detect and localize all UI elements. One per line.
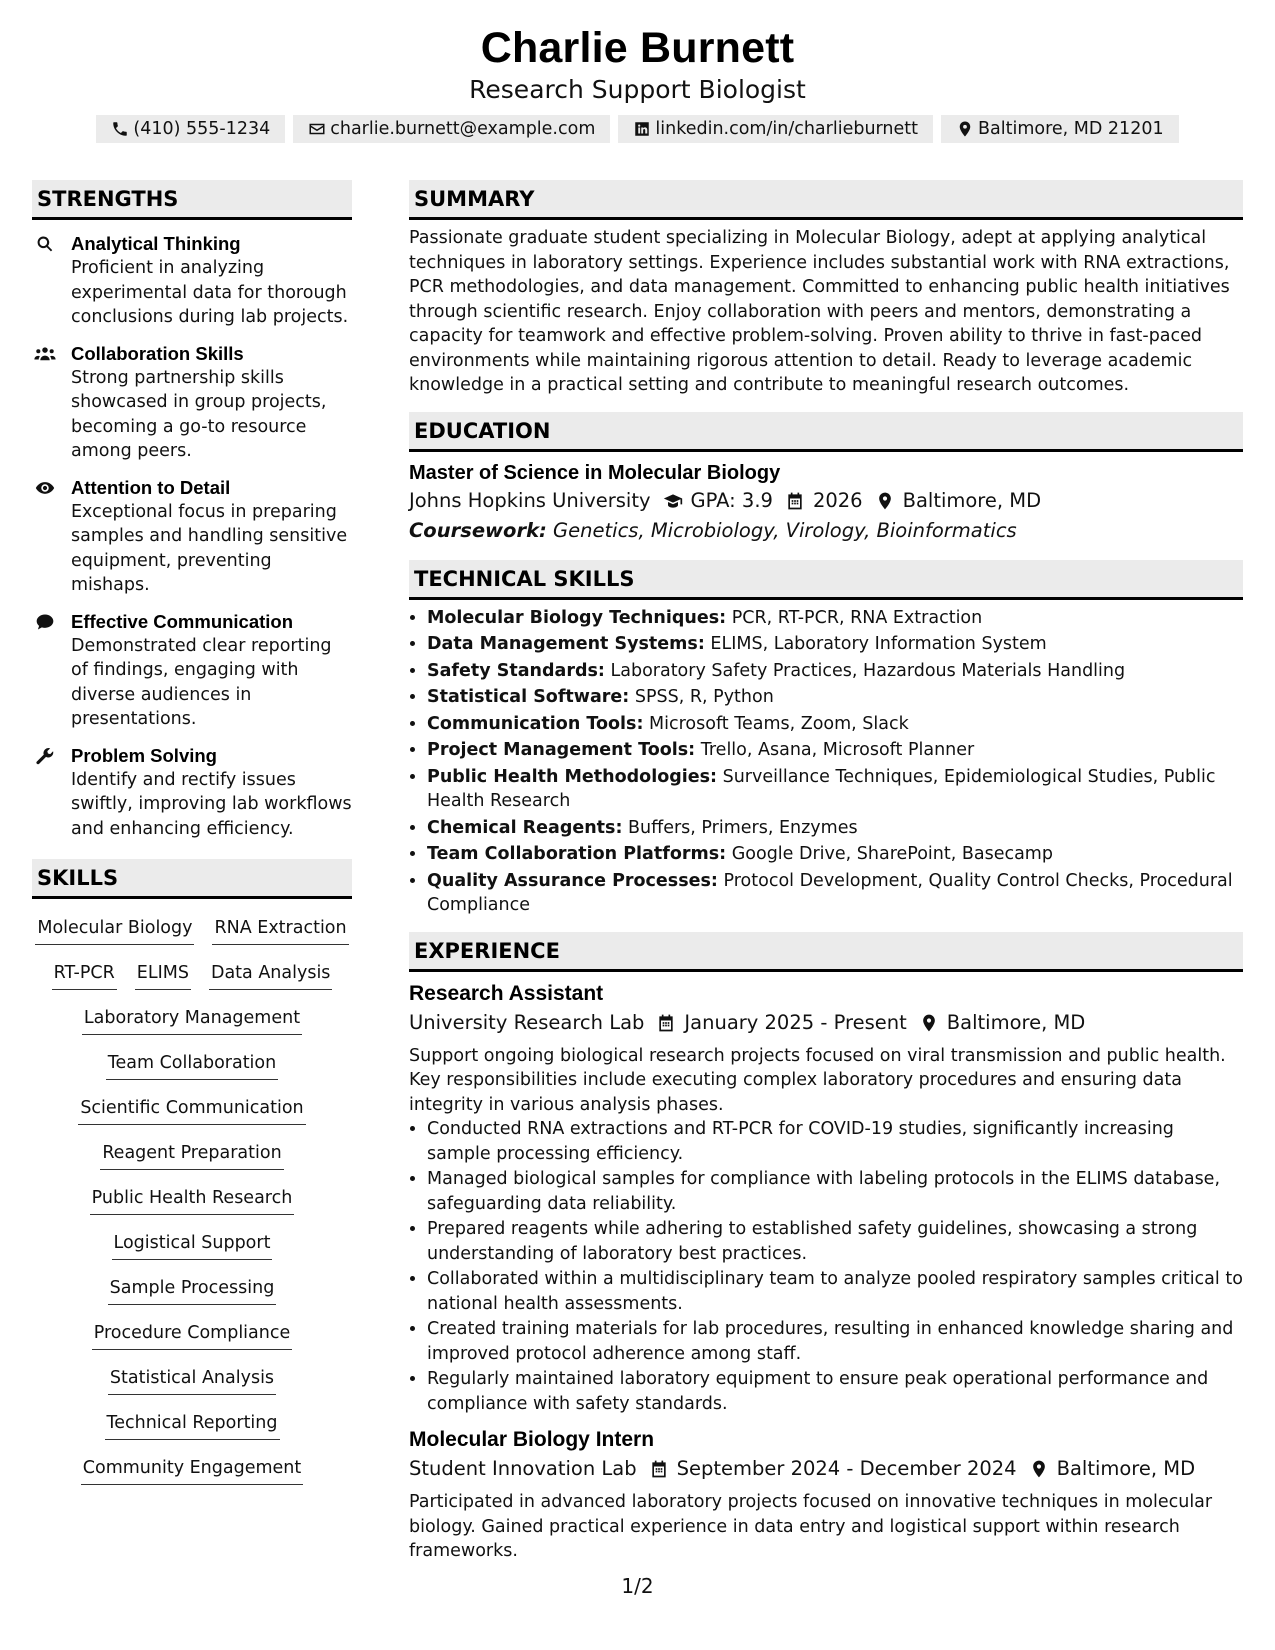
skill-tag: Sample Processing [108,1273,277,1305]
school-name: Johns Hopkins University [409,488,651,512]
list-item: • Regularly maintained laboratory equipment to ensure peak operational performance and compliance with safety standards. [427,1367,1243,1416]
skill-tag: Technical Reporting [105,1408,280,1440]
list-item [427,816,1243,841]
map-pin-icon [1029,1459,1049,1479]
list-item [427,712,1243,737]
job-title: Molecular Biology Intern [409,1428,655,1451]
tech-skill-value: ELIMS, Laboratory Information System [710,634,1047,654]
tech-skill-value: PCR, RT-PCR, RNA Extraction [731,607,983,628]
skill-row [32,1003,352,1048]
strength-desc: Proficient in analyzing experimental data for thorough conclusions during lab projects. [71,258,349,327]
job-meta [409,1008,1243,1038]
tech-skill-label: Statistical Software: [427,687,630,707]
job-achievements [409,1117,1243,1416]
job-dates: September 2024 - December 2024 [676,1457,1017,1480]
skill-tag: Molecular Biology [35,913,194,945]
tech-skill-value: SPSS, R, Python [634,687,774,707]
map-pin-icon [956,120,974,138]
tech-skill-label: Communication Tools: [427,713,644,734]
skill-row [32,1048,352,1093]
list-item [427,738,1243,763]
contact-email[interactable] [293,115,610,143]
page-number: 1/2 [621,1574,654,1598]
wrench-icon [34,746,56,768]
job-location: Baltimore, MD [946,1010,1086,1034]
skill-row [32,958,352,1003]
job-description: Support ongoing biological research projects focused on viral transmission and public health. Key responsibilities include executing complex laboratory procedures and ensuring data integrity in various analysis phases. [409,1045,1226,1115]
coursework-list: Genetics, Microbiology, Virology, Bioinformatics [553,518,1017,542]
tech-skill-label: Team Collaboration Platforms: [427,844,727,864]
skill-row [32,1363,352,1408]
summary-text: Passionate graduate student specializing in Molecular Biology, adept at applying analytical techniques in laboratory settings. Experience includes substantial work with RNA extractions, PCR methodologies, and data management. Committed to enhancing public health initiatives through scientific research. Enjoy collaboration with peers and mentors, demonstrating a capacity for teamwork and effective problem-solving. Proven ability to thrive in fast-paced environments while maintaining rigorous attention to detail. Ready to leverage academic knowledge in a practical setting and contribute to meaningful research outcomes. [409,228,1230,395]
skill-tag: RNA Extraction [212,913,348,945]
strength-item [32,744,352,842]
technical-skills-heading: TECHNICAL SKILLS [409,560,1243,600]
skill-tag: Procedure Compliance [92,1318,293,1350]
contact-location-text: Baltimore, MD 21201 [978,119,1164,139]
calendar-icon [649,1459,669,1479]
tech-skill-label: Safety Standards: [427,660,605,681]
skill-row [32,1273,352,1318]
right-column [409,180,1243,1564]
users-icon [34,344,56,366]
job-meta [409,1454,1243,1484]
tech-skill-value: Laboratory Safety Practices, Hazardous Materials Handling [610,660,1126,681]
strengths-list [32,232,352,841]
job-location: Baltimore, MD [1056,1457,1196,1480]
list-item [427,685,1243,710]
tech-skill-label: Data Management Systems: [427,634,705,654]
left-column [32,180,352,1498]
skill-tag: Data Analysis [209,958,332,990]
list-item [427,842,1243,867]
contact-linkedin[interactable] [618,115,933,143]
tech-skill-label: Chemical Reagents: [427,817,623,838]
job-org: University Research Lab [409,1010,645,1034]
graduation-cap-icon [663,491,683,511]
coursework [409,516,1243,546]
list-item: • Prepared reagents while adhering to established safety guidelines, showcasing a strong understanding of laboratory best practices. [427,1217,1243,1266]
graduation-year: 2026 [812,488,863,512]
skills-tag-cloud [32,913,352,1498]
tech-skill-value: Buffers, Primers, Enzymes [628,817,858,838]
school-location: Baltimore, MD [902,488,1042,512]
skill-tag: Logistical Support [112,1228,273,1260]
contact-phone-text: (410) 555-1234 [133,119,271,139]
list-item [427,606,1243,631]
list-item: • Managed biological samples for compliance with labeling protocols in the ELIMS database, safeguarding data reliability. [427,1167,1243,1216]
calendar-icon [785,491,805,511]
strength-name: Problem Solving [71,744,217,766]
skill-row [32,1183,352,1228]
skill-tag: Statistical Analysis [108,1363,276,1395]
list-item [427,869,1243,918]
list-item [427,765,1243,814]
strength-desc: Identify and rectify issues swiftly, improving lab workflows and enhancing efficiency. [71,769,352,839]
skill-tag: Public Health Research [90,1183,295,1215]
job-dates: January 2025 - Present [684,1010,907,1034]
contact-phone[interactable] [96,115,285,143]
map-pin-icon [919,1013,939,1033]
job-entry [409,1426,1243,1564]
gpa: GPA: 3.9 [690,488,773,512]
skill-tag: Team Collaboration [106,1048,278,1080]
coursework-label: Coursework: [409,518,547,542]
strength-item [32,342,352,464]
tech-skill-value: Protocol Development, Quality Control Checks, Procedural Compliance [427,870,1233,915]
strength-desc: Demonstrated clear reporting of findings, engaging with diverse audiences in presentations. [71,635,332,729]
tech-skill-label: Molecular Biology Techniques: [427,607,727,628]
list-item: • Created training materials for lab procedures, resulting in enhanced knowledge sharing and improved protocol adherence among staff. [427,1317,1243,1366]
candidate-name: Charlie Burnett [480,24,795,72]
eye-icon [34,478,56,500]
skill-tag: RT-PCR [52,958,117,990]
list-item: • Conducted RNA extractions and RT-PCR for COVID-19 studies, significantly increasing sample processing efficiency. [427,1117,1243,1166]
strength-name: Collaboration Skills [71,342,244,364]
strength-name: Analytical Thinking [71,233,241,254]
strength-item [32,476,352,598]
map-pin-icon [875,491,895,511]
job-org: Student Innovation Lab [409,1457,637,1480]
skill-tag: Scientific Communication [78,1093,305,1125]
calendar-icon [656,1013,676,1033]
education-meta [409,486,1243,516]
contact-email-text: charlie.burnett@example.com [330,119,596,139]
resume-header [0,22,1275,143]
tech-skill-value: Trello, Asana, Microsoft Planner [700,740,975,760]
job-description: Participated in advanced laboratory projects focused on innovative techniques in molecular biology. Gained practical experience in data entry and logistical support within research frameworks. [409,1492,1213,1561]
skill-tag: Reagent Preparation [100,1138,283,1170]
tech-skill-label: Project Management Tools: [427,740,696,760]
strengths-heading: STRENGTHS [32,180,352,220]
strength-name: Attention to Detail [71,476,231,498]
contact-location [941,115,1179,143]
list-item: • Collaborated within a multidisciplinary team to analyze pooled respiratory samples critical to national health assessments. [427,1267,1243,1316]
experience-heading: EXPERIENCE [409,932,1243,972]
strength-item [32,232,352,330]
skill-row [32,1138,352,1183]
strength-name: Effective Communication [71,610,294,632]
skill-tag: Laboratory Management [82,1003,302,1035]
skill-tag: ELIMS [135,958,191,990]
skill-row [32,1408,352,1453]
skills-heading: SKILLS [32,859,352,899]
tech-skill-value: Google Drive, SharePoint, Basecamp [731,844,1053,864]
skill-row [32,1093,352,1138]
linkedin-icon [633,120,651,138]
strength-desc: Exceptional focus in preparing samples and handling sensitive equipment, preventing mishaps. [71,501,348,595]
phone-icon [111,120,129,138]
strength-desc: Strong partnership skills showcased in group projects, becoming a go-to resource among peers. [71,367,327,461]
skill-row [32,1453,352,1498]
job-title: Research Assistant [409,981,604,1005]
list-item [427,659,1243,684]
skill-row [32,1228,352,1273]
summary-heading: SUMMARY [409,180,1243,220]
degree-title: Master of Science in Molecular Biology [409,461,781,484]
tech-skill-label: Public Health Methodologies: [427,766,718,787]
technical-skills-list [409,606,1243,918]
contact-linkedin-text: linkedin.com/in/charlieburnett [655,119,919,139]
skill-row [32,913,352,958]
skill-tag: Community Engagement [81,1453,303,1485]
contact-bar [0,115,1275,143]
tech-skill-label: Quality Assurance Processes: [427,870,718,891]
education-heading: EDUCATION [409,412,1243,452]
list-item [427,632,1243,657]
envelope-icon [308,120,326,138]
tech-skill-value: Surveillance Techniques, Epidemiological Studies, Public Health Research [427,766,1216,811]
job-entry [409,980,1243,1417]
strength-item [32,610,352,732]
comment-icon [34,612,56,634]
skill-row [32,1318,352,1363]
tech-skill-value: Microsoft Teams, Zoom, Slack [649,713,909,734]
search-icon [34,234,56,256]
candidate-title: Research Support Biologist [469,75,806,104]
